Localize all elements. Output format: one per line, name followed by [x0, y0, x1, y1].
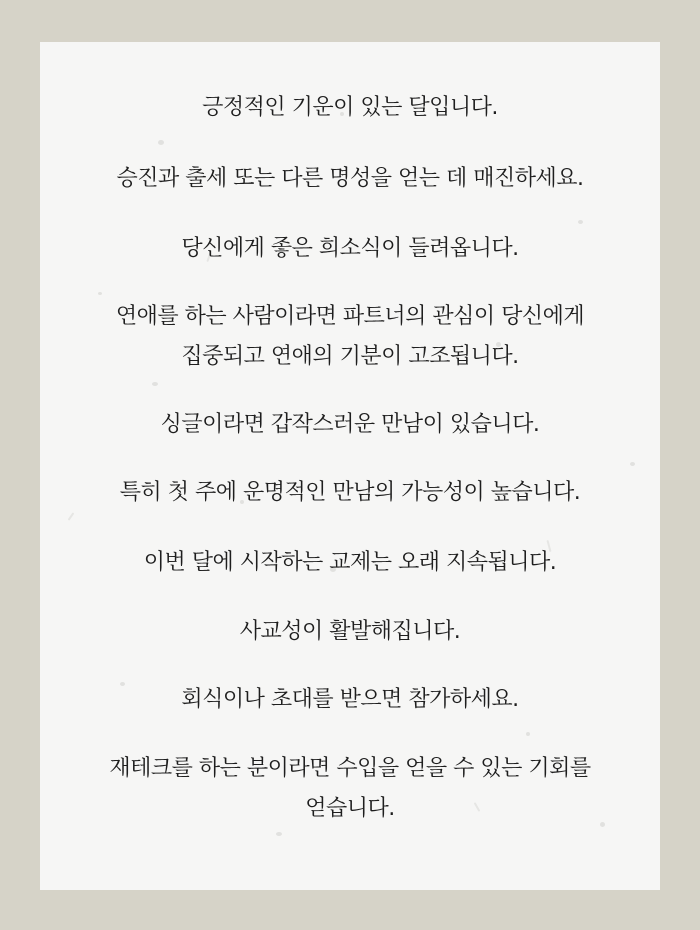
paragraph-3: 당신에게 좋은 희소식이 들려옵니다. [181, 236, 519, 261]
paragraph-5: 싱글이라면 갑작스러운 만남이 있습니다. [160, 412, 540, 437]
paragraph-8: 사교성이 활발해집니다. [239, 619, 461, 644]
paragraph-9: 회식이나 초대를 받으면 참가하세요. [181, 687, 519, 712]
paper-card [40, 42, 660, 890]
paragraph-6: 특히 첫 주에 운명적인 만남의 가능성이 높습니다. [119, 480, 581, 505]
fortune-text [40, 42, 660, 890]
paragraph-4: 연애를 하는 사람이라면 파트너의 관심이 당신에게 집중되고 연애의 기분이 고조됩니다. [115, 304, 585, 369]
paragraph-7: 이번 달에 시작하는 교제는 오래 지속됩니다. [143, 550, 557, 575]
paragraph-10: 재테크를 하는 분이라면 수입을 얻을 수 있는 기회를 얻습니다. [109, 756, 591, 821]
paragraph-1: 긍정적인 기운이 있는 달입니다. [202, 95, 498, 120]
paragraph-2: 승진과 출세 또는 다른 명성을 얻는 데 매진하세요. [116, 166, 584, 191]
